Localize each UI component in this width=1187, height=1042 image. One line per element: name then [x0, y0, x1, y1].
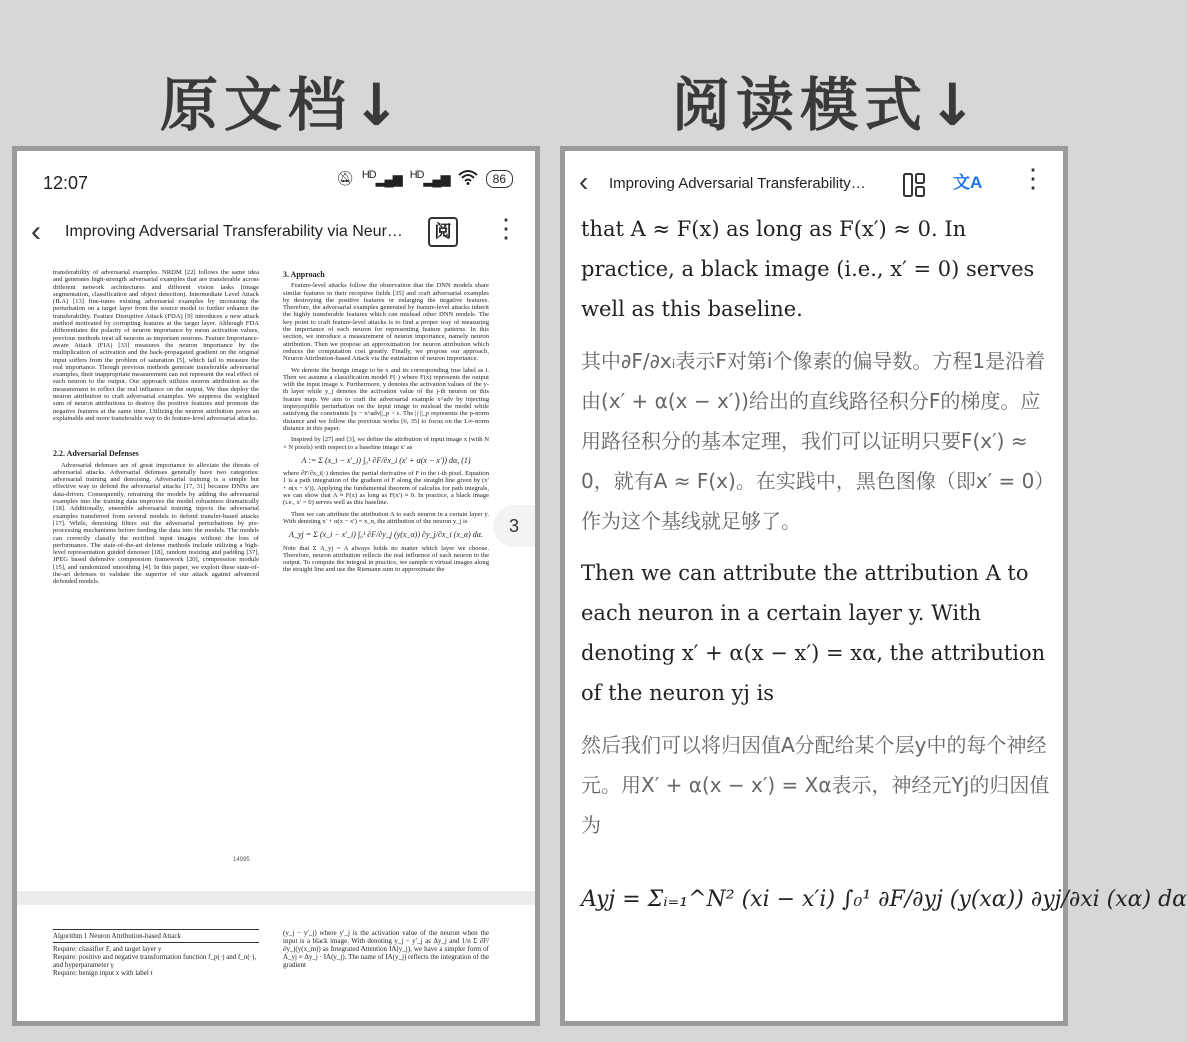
mute-icon: 🔕︎: [336, 170, 354, 186]
battery-icon: 86: [486, 170, 513, 188]
back-chevron-icon[interactable]: ‹: [31, 215, 41, 248]
paragraph: (y_j − y′_j) where y′_j is the activation value of the neuron when the input is a black image. With denoting y_j − y′_j as Δy_j and 1/n Σ ∂F/∂y_j(y(x_m)) as Integrated Attention IA(y_j), we have a simpler form of A_yj ≈ Δy_j · IA(y_j). The name of IA(y_j) reflects the integration of the gradient: [283, 929, 489, 969]
paragraph: Adversarial defenses are of great importance to alleviate the threats of adversarial attacks. Adversarial defenses generally have two categories: adversarial training and denoising. Adversarial training is a simple but effective way to defend the adversarial attacks [17, 31] because DNNs are data-driven. Consequently, retraining the models by adding the adversarial examples into the training data improves the model robustness dramatically [18]. Additionally, ensemble adversarial training injects the adversarial examples transferred from several models to defend transfer-based attacks [17]. While, denoising filters out the adversarial perturbations by pre-processing mechanisms before feeding the data into the models. The models can correctly classify the rectified input images without the loss of performance. The state-of-the-art defense methods include utilizing a high-level representation guided denoiser [18], random resizing and padding [37], JPEG based defensive compression framework [20], compression module [15], and randomized smoothing [4]. In this paper, we exploit these state-of-the-art defenses to validate the superior of our attack against advanced defended models.: [53, 461, 259, 586]
reading-mode-screenshot: [560, 146, 1187, 1026]
section-title: 3. Approach: [283, 270, 325, 279]
paragraph: transferability of adversarial examples. NRDM [22] follows the same idea and generates high-strength adversarial examples that are transferable across different network architectures and different vision tasks (image segmentation, classification and object detection). Intermediate Level Attack (ILA) [13] fine-tunes existing adversarial examples by increasing the perturbation on a target layer from the source model to further enhance the transferability. Feature Disruptive Attack (FDA) [9] introduces a new attack method motivated by corrupting features at the target layer. Although FDA differentiates the polarity of neuron importance by mean activation values, previous methods treat all neurons as important neurons. Feature Importance-aware Attack (FIA) [33] measures the neuron importance by the multiplication of activation and the back-propagated gradient on the original input suffers from the problem of saturation [5], which fail to measure the real importance. Though previous methods generate transferable adversarial examples, their inappropriate measurement can not represent the real effect of each neuron to the output. Our approach utilizes neuron attribution as the measurement to reflect the real influence on the output. We thus deploy the neuron attribution to craft adversarial examples. We suppress the weighted sum of neuron attributions to destroy the positive features and promote the negative features at the same time. Utilizing the neuron attribution paves an explainable and more transferable way to do feature-level adversarial attacks.: [53, 269, 259, 422]
reader-title: Improving Adversarial Transferability…: [609, 175, 866, 192]
paragraph: Then we can attribute the attribution A to each neuron in a certain layer y. With denoting x′ + α(x − x′) = x_α, the attribution of the neuron y_j is: [283, 510, 489, 525]
english-paragraph: Then we can attribute the attribution A to each neuron in a certain layer y. With denoting x′ + α(x − x′) = xα, the attribution of the neuron yj is: [581, 561, 1046, 705]
english-paragraph: that A ≈ F(x) as long as F(x′) ≈ 0. In practice, a black image (i.e., x′ = 0) serves well as this baseline.: [581, 217, 1035, 321]
algorithm-line: Require: positive and negative transformation function f_p(·) and f_n(·), and hyperparameter γ: [53, 953, 257, 969]
paper-left-column: [53, 269, 259, 590]
wifi-icon: [458, 169, 478, 188]
more-options-icon[interactable]: ⋮: [1020, 163, 1046, 193]
status-time: 12:07: [43, 173, 89, 193]
app-bar: [17, 211, 535, 255]
translate-icon[interactable]: 文A: [953, 173, 983, 192]
status-bar: [17, 151, 535, 211]
page-divider: [17, 891, 535, 905]
reader-app-bar: [565, 159, 1063, 207]
paragraph: Inspired by [27] and [3], we define the attribution of input image x (with N × N pixels) with respect to a baseline image x′ as: [283, 436, 489, 451]
reader-content: [581, 209, 1187, 912]
page-indicator[interactable]: 3: [493, 505, 535, 547]
algorithm-box: [53, 929, 259, 977]
equation-2: A_yj = Σ (x_i − x′_i) ∫₀¹ ∂F/∂y_j (y(x_α)) ∂y_j/∂x_i (x_α) dα.: [289, 530, 483, 540]
back-chevron-icon[interactable]: ‹: [579, 166, 589, 197]
right-heading: 阅读模式↓: [672, 71, 983, 139]
page-number: 14995: [233, 857, 250, 863]
signal-icon-2: $^{HD}$▂▄▆: [409, 169, 450, 187]
status-icons: [336, 169, 513, 188]
paragraph: where ∂F/∂x_i(·) denotes the partial derivative of F to the i-th pixel. Equation 1 is a path integration of the gradient of F along the straight line given by (x′ + α(x − x′)). Applying the fundamental theorem of calculus for path integrals, we can show that A ≈ F(x) as long as F(x′) ≈ 0. In practice, a black image (i.e., x′ = 0) serves well as this baseline.: [283, 470, 489, 507]
more-options-icon[interactable]: ⋮: [493, 213, 519, 243]
paper-right-column: [283, 269, 489, 578]
document-title: Improving Adversarial Transferability via Neur…: [65, 223, 403, 240]
chinese-translation: 其中∂F/∂xᵢ表示F对第i个像素的偏导数。方程1是沿着由(x′ + α(x − x′))给出的直线路径积分F的梯度。应用路径积分的基本定理，我们可以证明只要F(x′) ≈ 0，就有A ≈ F(x)。在实践中，黑色图像（即x′ = 0）作为这个基线就足够了。: [581, 349, 1046, 533]
paragraph: We denote the benign image to be x and its corresponding true label as t. Then we assume a classification model F(·) where F(x) represents the output with the input image x. Furthermore, y denotes the activation values of the y-th layer while y_j denotes the activation value of the j-th neuron on this feature map. We aim to craft the adversarial example x^adv by injecting imperceptible perturbation on the input image to mislead the model while satisfying the constraints ||x − x^adv||_p < ε. The ||·||_p represents the p-norm distance and we follow the previous works [6, 35] to focus on the L∞-norm distance in this paper.: [283, 366, 489, 432]
original-document-screenshot: [12, 146, 540, 1026]
equation-1: A := Σ (x_i − x′_i) ∫₀¹ ∂F/∂x_i (x′ + α(x − x′)) dα, (1): [301, 455, 471, 465]
section-title: 2.2. Adversarial Defenses: [53, 449, 139, 459]
signal-icon: $^{HD}$▂▄▆: [361, 169, 402, 187]
left-heading: 原文档↓: [160, 71, 407, 139]
layout-icon[interactable]: [903, 173, 925, 197]
algorithm-title: Algorithm 1 Neuron Attribution-based Attack: [53, 929, 259, 943]
paragraph: Feature-level attacks follow the observation that the DNN models share similar features in their receptive fields [35] and craft adversarial examples by destroying the positive features or enlarging the negative features. Therefore, the adversarial examples generated by feature-level attacks inherit the highly transferable features which can mislead other DNN models. The key point to craft feature-level attacks is to find a proper way of measuring the importance of each neuron for representing feature patterns. In this section, we introduce a measurement of neuron importance, namely neuron attribution. Then we propose an approximation for neuron attribution which reduces the computation cost greatly. Finally, we propose our approach, Neuron Attribution-based Attack via the estimation of neuron importance.: [283, 282, 489, 363]
reading-mode-button[interactable]: 阅: [428, 217, 458, 247]
chinese-translation: 然后我们可以将归因值A分配给某个层y中的每个神经元。用X′ + α(x − x′) = Xα表示，神经元Yj的归因值为: [581, 733, 1050, 837]
attribution-equation: Ayj = Σᵢ₌₁^N² (xi − x′i) ∫₀¹ ∂F/∂yj (y(xα)) ∂yj/∂xi (xα) dα: [581, 887, 1187, 912]
paragraph: Note that Σ A_yj = A always holds no matter which layer we choose. Therefore, neuron attribution reflects the real influence of each neuron to the output. To compute the integral in practice, we sample n virtual images along the straight line and use the Riemann sum to approximate the: [283, 544, 489, 574]
algorithm-line: Require: benign input x with label t: [53, 969, 153, 977]
algorithm-line: Require: classifier F, and target layer y: [53, 945, 162, 953]
